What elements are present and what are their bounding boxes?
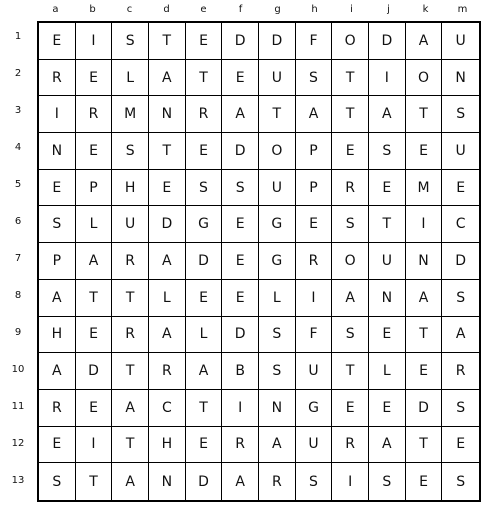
grid-cell[interactable]: T [259,96,296,133]
grid-cell[interactable]: P [76,170,113,207]
row-label: 11 [11,401,25,412]
grid-cell[interactable]: R [332,170,369,207]
grid-cell[interactable]: L [149,280,186,317]
column-label: i [350,4,353,15]
grid-cell[interactable]: T [112,427,149,464]
grid-cell[interactable]: E [332,133,369,170]
grid-cell[interactable]: E [332,390,369,427]
grid-cell[interactable]: T [369,206,406,243]
grid-cell[interactable]: D [259,23,296,60]
grid-cell[interactable]: D [186,243,223,280]
grid-cell[interactable]: R [332,427,369,464]
grid-cell[interactable]: E [442,170,479,207]
grid-cell[interactable]: I [369,60,406,97]
grid-cell[interactable]: A [222,463,259,500]
row-label: 2 [14,68,22,79]
grid-cell[interactable]: E [76,390,113,427]
grid-cell[interactable]: A [149,60,186,97]
column-label: j [387,4,390,15]
grid-cell[interactable]: A [186,353,223,390]
grid-cell[interactable]: I [222,390,259,427]
grid-cell[interactable]: S [369,463,406,500]
grid-cell[interactable]: U [296,353,333,390]
grid-cell[interactable]: A [259,427,296,464]
grid-cell[interactable]: M [406,170,443,207]
letter-grid [37,21,481,502]
grid-cell[interactable]: A [369,96,406,133]
row-label: 13 [11,475,25,486]
column-labels [37,3,481,17]
row-label: 9 [14,327,22,338]
grid-cell[interactable]: N [149,96,186,133]
grid-cell[interactable]: E [76,133,113,170]
grid-cell[interactable]: E [39,23,76,60]
grid-cell[interactable]: S [39,206,76,243]
grid-cell[interactable]: E [222,60,259,97]
grid-cell[interactable]: A [76,243,113,280]
grid-cell[interactable]: I [406,206,443,243]
grid-cell[interactable]: T [149,23,186,60]
grid-cell[interactable]: B [222,353,259,390]
grid-cell[interactable]: G [259,206,296,243]
grid-cell[interactable]: S [296,463,333,500]
grid-cell[interactable]: A [149,243,186,280]
grid-cell[interactable]: A [369,427,406,464]
grid-cell[interactable]: S [442,390,479,427]
grid-cell[interactable]: E [406,353,443,390]
grid-cell[interactable]: S [332,317,369,354]
grid-cell[interactable]: E [369,317,406,354]
grid-cell[interactable]: C [442,206,479,243]
grid-cell[interactable]: T [406,96,443,133]
grid-cell[interactable]: O [332,243,369,280]
grid-cell[interactable]: S [296,60,333,97]
grid-cell[interactable]: S [259,317,296,354]
grid-cell[interactable]: R [112,243,149,280]
grid-cell[interactable]: L [112,60,149,97]
row-label: 3 [14,105,22,116]
grid-cell[interactable]: S [259,353,296,390]
grid-cell[interactable]: R [186,96,223,133]
grid-cell[interactable]: P [296,133,333,170]
column-label: d [163,4,170,15]
grid-cell[interactable]: T [186,60,223,97]
grid-cell[interactable]: M [112,96,149,133]
grid-cell[interactable]: S [456,473,466,490]
grid-cell[interactable]: A [296,96,333,133]
grid-cell[interactable]: A [112,390,149,427]
grid-cell[interactable]: E [149,170,186,207]
grid-cell[interactable]: T [406,427,443,464]
grid-cell[interactable]: E [222,280,259,317]
grid-cell[interactable]: F [296,23,333,60]
grid-cell[interactable]: I [332,463,369,500]
grid-cell[interactable]: L [186,317,223,354]
grid-cell[interactable]: S [186,170,223,207]
grid-cell[interactable]: E [186,23,223,60]
grid-cell[interactable]: P [296,170,333,207]
grid-cell[interactable]: A [332,280,369,317]
grid-cell[interactable]: I [76,427,113,464]
grid-cell[interactable]: C [149,390,186,427]
row-labels [6,21,30,502]
grid-cell[interactable]: S [39,463,76,500]
grid-cell[interactable]: R [259,463,296,500]
grid-cell[interactable]: S [369,133,406,170]
grid-cell[interactable]: P [39,243,76,280]
grid-cell[interactable]: L [76,206,113,243]
grid-cell[interactable]: A [406,280,443,317]
grid-cell[interactable]: A [222,96,259,133]
grid-cell[interactable]: E [222,243,259,280]
grid-cell[interactable]: D [406,390,443,427]
grid-cell[interactable]: D [222,133,259,170]
grid-cell[interactable]: O [406,60,443,97]
grid-cell[interactable]: S [112,133,149,170]
column-label: f [238,4,243,15]
grid-cell[interactable]: I [296,280,333,317]
grid-cell[interactable]: S [222,170,259,207]
grid-cell[interactable]: U [296,427,333,464]
grid-cell[interactable]: N [369,280,406,317]
grid-cell[interactable]: E [76,317,113,354]
grid-cell[interactable]: T [332,353,369,390]
column-label: g [274,4,281,15]
grid-cell[interactable]: F [296,317,333,354]
row-label: 10 [11,364,25,375]
grid-cell[interactable]: T [149,133,186,170]
grid-cell[interactable]: E [369,390,406,427]
grid-cell[interactable]: T [332,60,369,97]
row-label: 6 [14,216,22,227]
grid-cell[interactable]: U [259,170,296,207]
grid-cell[interactable]: A [442,317,479,354]
grid-cell[interactable]: E [76,60,113,97]
grid-cell[interactable]: I [39,96,76,133]
grid-cell[interactable]: R [39,60,76,97]
grid-cell[interactable]: U [442,133,479,170]
grid-cell[interactable]: E [222,206,259,243]
row-label: 1 [14,31,22,42]
column-label: e [200,4,207,15]
grid-cell[interactable]: D [186,463,223,500]
grid-cell[interactable]: D [76,353,113,390]
grid-cell[interactable]: A [406,23,443,60]
column-label: c [126,4,133,15]
grid-cell[interactable]: A [39,353,76,390]
grid-cell[interactable]: H [39,317,76,354]
grid-cell[interactable]: D [222,23,259,60]
grid-cell[interactable]: S [442,96,479,133]
grid-cell[interactable]: A [39,280,76,317]
grid-cell[interactable]: R [112,317,149,354]
row-label: 12 [11,438,25,449]
grid-cell[interactable]: N [442,60,479,97]
grid-cell[interactable]: S [442,280,479,317]
grid-cell[interactable]: T [76,280,113,317]
grid-cell[interactable]: U [369,243,406,280]
grid-cell[interactable]: A [112,463,149,500]
grid-cell[interactable]: R [222,427,259,464]
row-label: 4 [14,142,22,153]
column-label: b [89,4,96,15]
grid-cell[interactable]: S [332,206,369,243]
grid-cell[interactable]: U [112,206,149,243]
grid-cell[interactable]: R [442,353,479,390]
grid-cell[interactable]: A [149,317,186,354]
grid-cell[interactable]: I [76,23,113,60]
grid-cell[interactable]: L [259,280,296,317]
grid-cell[interactable]: D [442,243,479,280]
grid-cell[interactable]: N [406,243,443,280]
grid-cell[interactable]: G [296,390,333,427]
grid-cell[interactable]: T [332,96,369,133]
grid-cell[interactable]: U [442,23,479,60]
grid-cell[interactable]: L [369,353,406,390]
grid-cell[interactable]: T [406,317,443,354]
grid-cell[interactable]: R [149,353,186,390]
grid-cell[interactable]: N [149,463,186,500]
grid-cell[interactable]: G [259,243,296,280]
grid-cell[interactable]: D [369,23,406,60]
grid-cell[interactable]: R [39,390,76,427]
grid-cell[interactable]: O [259,133,296,170]
grid-cell[interactable]: E [406,133,443,170]
grid-cell[interactable]: H [149,427,186,464]
grid-cell[interactable]: O [332,23,369,60]
grid-cell[interactable]: E [369,170,406,207]
grid-cell[interactable]: R [76,96,113,133]
grid-cell[interactable]: E [186,427,223,464]
column-label: k [422,4,429,15]
grid-cell[interactable]: T [112,353,149,390]
grid-cell[interactable]: D [149,206,186,243]
row-label: 8 [14,290,22,301]
grid-cell[interactable]: T [186,390,223,427]
grid-cell[interactable]: E [442,427,479,464]
grid-cell[interactable]: E [39,427,76,464]
column-label: h [311,4,318,15]
grid-cell[interactable]: E [296,206,333,243]
grid-cell[interactable]: E [406,463,443,500]
grid-cell[interactable]: N [259,390,296,427]
grid-cell[interactable]: U [259,60,296,97]
grid-cell[interactable]: D [222,317,259,354]
grid-cell[interactable]: G [186,206,223,243]
column-label: a [52,4,59,15]
grid-cell[interactable]: E [39,170,76,207]
row-label: 5 [14,179,22,190]
grid-cell[interactable]: E [186,133,223,170]
grid-cell[interactable]: T [112,280,149,317]
grid-cell[interactable]: T [76,463,113,500]
grid-cell[interactable]: H [112,170,149,207]
grid-cell[interactable]: S [112,23,149,60]
column-label: m [457,4,468,15]
grid-cell[interactable]: R [296,243,333,280]
grid-cell[interactable]: N [39,133,76,170]
grid-cell[interactable]: E [186,280,223,317]
row-label: 7 [14,253,22,264]
